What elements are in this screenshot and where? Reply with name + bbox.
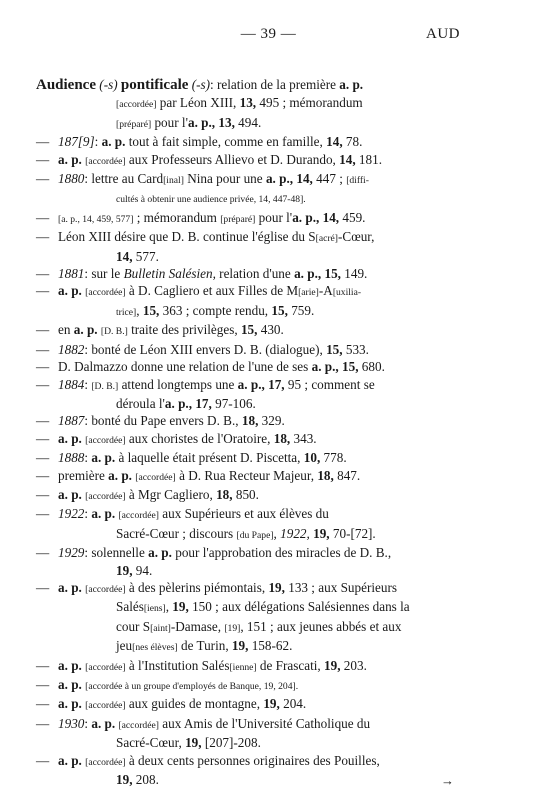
- entry-line: — 1884: [D. B.] attend longtemps une a. p., 17, 95 ; comment se: [36, 376, 375, 392]
- entry-line: — 1930: a. p. [accordée] aux Amis de l'Université Catholique du: [36, 715, 371, 731]
- entry-line: — D. Dalmazzo donne une relation de l'une de ses a. p., 15, 680.: [36, 359, 385, 375]
- entry-line: — a. p. [accordée] aux Professeurs Allievo et D. Durando, 14, 181.: [36, 151, 382, 167]
- index-entries: [36, 76, 454, 788]
- entry-continuation: cour S[aint]-Damase, [19], 151 ; aux jeunes abbés et aux: [116, 618, 402, 634]
- entry-continuation: trice], 15, 363 ; compte rendu, 15, 759.: [116, 302, 315, 318]
- entry-dash: —: [36, 322, 50, 338]
- entry-line: — première a. p. [accordée] à D. Rua Recteur Majeur, 18, 847.: [36, 467, 361, 483]
- entry-dash: —: [36, 752, 50, 768]
- entry-title-suffix: (-s): [99, 77, 118, 92]
- page-header: [0, 26, 537, 46]
- entry-line: — 1881: sur le Bulletin Salésien, relation d'une a. p., 15, 149.: [36, 266, 368, 282]
- entry-continuation: cultés à obtenir une audience privée, 14, 447-48].: [116, 194, 306, 206]
- entry-dash: —: [36, 151, 50, 167]
- entry-dash: —: [36, 134, 50, 150]
- entry-dash: —: [36, 579, 50, 595]
- entry-continuation: Salés[iens], 19, 150 ; aux délégations Salésiennes dans la: [116, 599, 410, 615]
- entry-dash: —: [36, 430, 50, 446]
- entry-line: — 1887: bonté du Pape envers D. B., 18, 329.: [36, 413, 285, 429]
- entry-line: — a. p. [accordée] à Mgr Cagliero, 18, 850.: [36, 486, 259, 502]
- entry-line: — 187[9]: a. p. tout à fait simple, comme en famille, 14, 78.: [36, 134, 363, 150]
- page-number: — 39 —: [240, 26, 297, 42]
- entry-dash: —: [36, 413, 50, 429]
- entry-dash: —: [36, 341, 50, 357]
- entry-line: — 1888: a. p. à laquelle était présent D. Piscetta, 10, 778.: [36, 450, 347, 466]
- entry-dash: —: [36, 506, 50, 522]
- entry-dash: —: [36, 283, 50, 299]
- entry-head: Audience (-s) pontificale (-s): relation de la première a. p.: [36, 77, 364, 93]
- entry-dash: —: [36, 359, 50, 375]
- entry-dash: —: [36, 715, 50, 731]
- entry-continuation: 19, 208.: [116, 772, 159, 788]
- entry-line: — a. p. [accordée] à deux cents personnes originaires des Pouilles,: [36, 752, 380, 768]
- entry-line: — a. p. [accordée à un groupe d'employés de Banque, 19, 204].: [36, 677, 299, 692]
- entry-line: — [a. p., 14, 459, 577] ; mémorandum [préparé] pour l'a. p., 14, 459.: [36, 209, 366, 225]
- entry-continuation: 19, 94.: [116, 562, 153, 578]
- entry-title-2-suffix: (-s): [191, 77, 211, 92]
- entry-line: — 1882: bonté de Léon XIII envers D. B. (dialogue), 15, 533.: [36, 341, 369, 357]
- entry-dash: —: [36, 467, 50, 483]
- entry-dash: —: [36, 450, 50, 466]
- entry-line: — 1929: solennelle a. p. pour l'approbation des miracles de D. B.,: [36, 545, 392, 561]
- entry-title-2: pontificale: [120, 77, 189, 93]
- entry-line: — a. p. [accordée] à D. Cagliero et aux Filles de M[arie]-A[uxilia-: [36, 283, 362, 299]
- entry-line: — Léon XIII désire que D. B. continue l'église du S[acré]-Cœur,: [36, 229, 375, 245]
- entry-dash: —: [36, 229, 50, 245]
- entry-dash: —: [36, 209, 50, 225]
- entry-dash: —: [36, 376, 50, 392]
- entry-continuation: Sacré-Cœur, 19, [207]-208.: [116, 735, 261, 751]
- entry-dash: —: [36, 545, 50, 561]
- arrow-right-icon: →: [441, 773, 454, 788]
- entry-dash: —: [36, 266, 50, 282]
- entry-dash: —: [36, 486, 50, 502]
- entry-continuation: déroula l'a. p., 17, 97-106.: [116, 395, 256, 411]
- entry-line: — a. p. [accordée] à l'Institution Salés[ienne] de Frascati, 19, 203.: [36, 657, 367, 673]
- entry-continuation: [accordée] par Léon XIII, 13, 495 ; mémorandum: [116, 95, 363, 111]
- entry-dash: —: [36, 171, 50, 187]
- entry-dash: —: [36, 677, 50, 692]
- entry-continuation: Sacré-Cœur ; discours [du Pape], 1922, 19, 70-[72].: [116, 525, 376, 541]
- entry-dash: —: [36, 696, 50, 712]
- entry-dash: —: [36, 657, 50, 673]
- entry-line: — a. p. [accordée] aux choristes de l'Oratoire, 18, 343.: [36, 430, 317, 446]
- entry-line: — a. p. [accordée] à des pèlerins piémontais, 19, 133 ; aux Supérieurs: [36, 579, 397, 595]
- section-key: AUD: [426, 26, 460, 42]
- entry-continuation: jeu[nes élèves] de Turin, 19, 158-62.: [116, 638, 293, 654]
- entry-line: — en a. p. [D. B.] traite des privilèges, 15, 430.: [36, 322, 284, 338]
- entry-title: Audience: [36, 77, 96, 93]
- entry-line: — 1880: lettre au Card[inal] Nina pour une a. p., 14, 447 ; [diffi-: [36, 171, 369, 187]
- entry-continuation: [préparé] pour l'a. p., 13, 494.: [116, 114, 262, 130]
- entry-line: — a. p. [accordée] aux guides de montagne, 19, 204.: [36, 696, 307, 712]
- entry-continuation: 14, 577.: [116, 248, 159, 264]
- entry-line: — 1922: a. p. [accordée] aux Supérieurs et aux élèves du: [36, 506, 329, 522]
